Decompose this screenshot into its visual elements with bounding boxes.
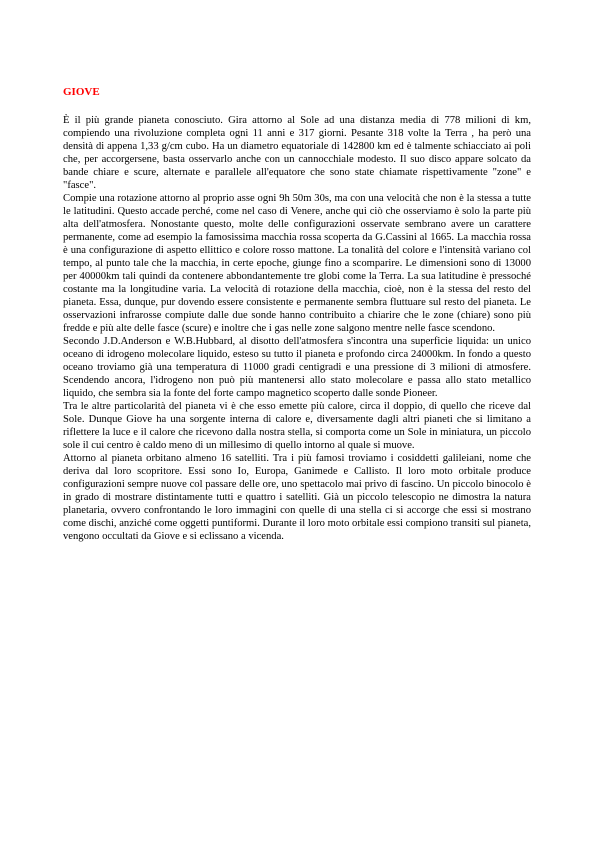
paragraph-satellites: Attorno al pianeta orbitano almeno 16 satelliti. Tra i più famosi troviamo i cosiddetti galileiani, nome che deriva dal loro scopritore. Essi sono Io, Europa, Ganimede e Callisto. Il loro moto orbitale produce configurazioni sempre nuove col passare delle ore, uno spettacolo mai privo di fascino. Un piccolo binocolo è in grado di mostrare distintamente tutti e quattro i satelliti. Già un piccolo telescopio ne dimostra la natura planetaria, ovvero confrontando le loro immagini con quelle di una stella ci si accorge che essi si mostrano come dischi, anziché come oggetti puntiformi. Durante il loro moto orbitale essi compiono transiti sul pianeta, vengono occultati da Giove e si eclissano a vicenda. — [63, 453, 531, 542]
paragraph-heat: Tra le altre particolarità del pianeta vi è che esso emette più calore, circa il doppio, di quello che riceve dal Sole. Dunque Giove ha una sorgente interna di calore e, diversamente dagli altri pianeti che si limitano a riflettere la luce e il calore che ricevono dalla nostra stella, si comporta come un Sole in miniatura, un piccolo sole il cui centro è caldo meno di un millesimo di quello intorno al quale si muove. — [63, 401, 531, 451]
document-page — [63, 86, 531, 543]
document-title: GIOVE — [63, 86, 100, 98]
paragraph-interior: Secondo J.D.Anderson e W.B.Hubbard, al disotto dell'atmosfera s'incontra una superficie liquida: un unico oceano di idrogeno molecolare liquido, esteso su tutto il pianeta e profondo circa 24000km. In fondo a questo oceano troviamo già una temperatura di 11000 gradi centigradi e una pressione di 3 milioni di atmosfere. Scendendo ancora, l'idrogeno non può più mantenersi allo stato molecolare e passa allo stato metallico liquido, che sembra sia la fonte del forte campo magnetico scoperto dalle sonde Pioneer. — [63, 336, 531, 399]
paragraph-intro: È il più grande pianeta conosciuto. Gira attorno al Sole ad una distanza media di 778 milioni di km, compiendo una rivoluzione completa ogni 11 anni e 317 giorni. Pesante 318 volte la Terra , ha però una densità di appena 1,33 g/cm cubo. Ha un diametro equatoriale di 142800 km ed è talmente schiacciato ai poli che, per accorgersene, basta osservarlo anche con un cannocchiale modesto. Il suo disco appare solcato da bande chiare e scure, alternate e parallele all'equatore che sono state chiamate rispettivamente "zone" e "fasce". — [63, 115, 531, 191]
paragraph-rotation: Compie una rotazione attorno al proprio asse ogni 9h 50m 30s, ma con una velocità che non è la stessa a tutte le latitudini. Questo accade perché, come nel caso di Venere, anche qui ciò che osserviamo è solo la parte più alta dell'atmosfera. Nonostante questo, molte delle configurazioni osservate sembrano avere un carattere permanente, come ad esempio la famosissima macchia rossa scoperta da G.Cassini al 1665. La macchia rossa è una configurazione di aspetto ellittico e colore rosso mattone. La tonalità del colore e l'intensità variano col tempo, al punto tale che la macchia, in certe epoche, giunge fino a scomparire. Le dimensioni sono di 13000 per 40000km tali quindi da contenere abbondantemente tre globi come la Terra. La sua latitudine è pressoché costante ma la longitudine varia. La velocità di rotazione della macchia, cioè, non è la stessa del resto del pianeta. Essa, dunque, pur dovendo essere consistente e permanente sembra fluttuare sul resto del pianeta. Le osservazioni infrarosse compiute dalle due sonde hanno contribuito a chiarire che le zone (chiare) sono più fredde e più alte delle fasce (scure) e inoltre che i gas nelle zone salgono mentre nelle fasce scendono. — [63, 193, 531, 334]
